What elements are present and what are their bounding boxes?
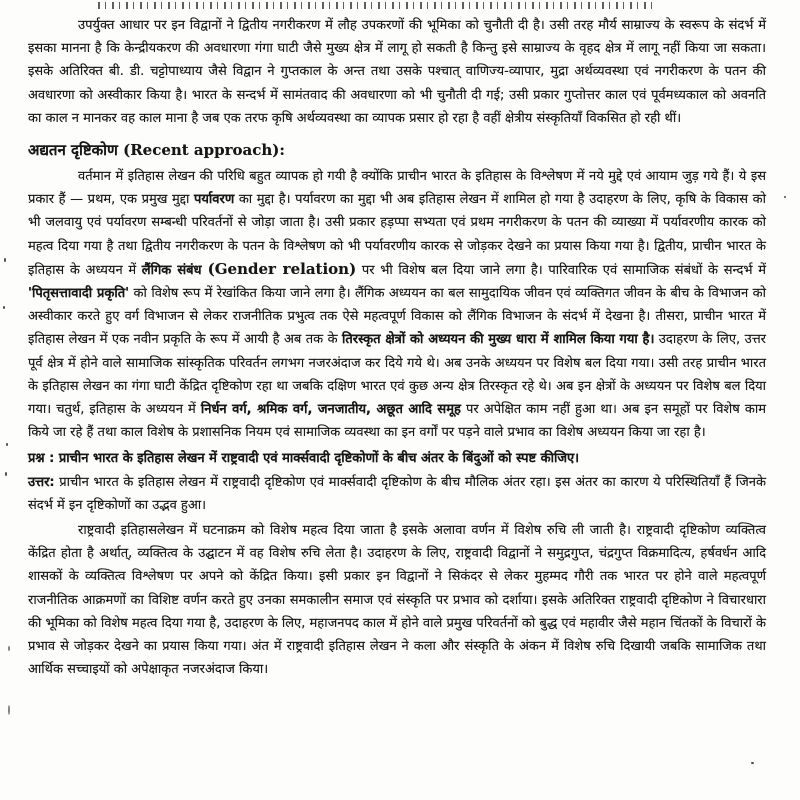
scan-speck: [751, 762, 754, 764]
answer-paragraph: [28, 471, 766, 517]
scan-speck: [3, 306, 5, 309]
text-run: पर भी विशेष बल दिया जाने लगा है। पारिवारिक एवं सामाजिक संबंधों के सन्दर्भ में: [356, 262, 767, 278]
text-run-bold-laingik-sambandh: लैंगिक संबंध: [141, 262, 208, 278]
text-run-bold-gender-relation: (Gender relation): [207, 259, 357, 278]
question-line: प्रश्न : प्राचीन भारत के इतिहास लेखन में राष्ट्रवादी एवं मार्क्सवादी दृष्टिकोणों के बीच अंतर के बिंदुओं को स्पष्ट कीजिए।: [28, 451, 580, 467]
text-run: पर अपेक्षित काम नहीं हुआ था। अब इन समूहों पर विशेष काम किये जा रहे हैं तथा काल विशेष के प्रशासनिक नियम एवं सामाजिक व्यवस्था का इन वर्गों पर पड़ने वाले प्रभाव का विशेष अध्ययन किया जा रहा है।: [28, 402, 766, 441]
paragraph-recent-approach: [28, 165, 766, 444]
text-run-bold-pitrusattavadi: 'पितृसत्तावादी प्रकृति': [28, 286, 130, 302]
text-run-bold-tiraskrit-kshetra: तिरस्कृत क्षेत्रों को अध्ययन की मुख्य धारा में शामिल किया गया है।: [341, 332, 655, 348]
answer-label: उत्तर:: [28, 474, 55, 490]
scan-speck: [4, 258, 6, 262]
section-heading-recent-approach: [28, 139, 766, 161]
scan-speck: [8, 646, 10, 651]
clipped-previous-line: [98, 2, 658, 9]
text-run: वर्तमान में इतिहास लेखन की परिधि बहुत व्यापक हो गयी है क्योंकि प्राचीन भारत के इतिहास के विश्लेषण में नये मुद्दे एवं आयाम जुड़ गये हैं। ये इस प्रकार हैं — प्रथम, एक प्रमुख मुद्दा: [28, 169, 766, 208]
answer-text: प्राचीन भारत के इतिहास लेखन में राष्ट्रवादी दृष्टिकोण एवं मार्क्सवादी दृष्टिकोण के बीच मौलिक अंतर रहा। इस अंतर का कारण ये परिस्थितियाँ हैं जिनके संदर्भ में इन दृष्टिकोणों का उद्भव हुआ।: [28, 474, 766, 513]
clipped-glyph-fragments: [98, 2, 658, 9]
paragraph-second-urbanization: उपर्युक्त आधार पर इन विद्वानों ने द्वितीय नगरीकरण में लौह उपकरणों की भूमिका को चुनौती दी है। उसी तरह मौर्य साम्राज्य के स्वरूप के संदर्भ में इसका मानना है कि केन्द्रीयकरण की अवधारणा गंगा घाटी जैसे मुख्य क्षेत्र में लागू हो सकती है किन्तु इसे साम्राज्य के वृहद क्षेत्र में लागू नहीं किया जा सकता। इसके अतिरिक्त बी. डी. चट्टोपाध्याय जैसे विद्वान ने गुप्तकाल के अन्त तथा उसके पश्चात् वाणिज्य-व्यापार, मुद्रा अर्थव्यवस्था एवं नगरीकरण के पतन की अवधारणा को अस्वीकार किया है। भारत के सन्दर्भ में सामंतवाद की अवधारणा को भी चुनौती दी गई; उसी प्रकार गुप्तोत्तर काल एवं पूर्वमध्यकाल को अवनति का काल न मानकर वह काल माना है जब एक तरफ कृषि अर्थव्यवस्था का व्यापक प्रसार हो रहा है वहीं क्षेत्रीय संस्कृतियाँ विकसित हो रही थीं।: [28, 18, 766, 126]
text-run: का मुद्दा है। पर्यावरण का मुद्दा भी अब इतिहास लेखन में शामिल हो गया है उदाहरण के लिए, कृषि के विकास को भी जलवायु एवं पर्यावरण सम्बन्धी परिवर्तनों से जोड़ा जाता है। उसी प्रकार हड़प्पा सभ्यता एवं प्रथम नगरीकरण के पतन की व्याख्या में पर्यावरणीय कारक को महत्व दिया गया है तथा द्वितीय नगरीकरण के पतन के विश्लेषण को भी पर्यावरणीय कारक से जोड़कर देखने का प्रयास किया गया है। द्वितीय, प्राचीन भारत के इतिहास के अध्ययन में: [28, 192, 766, 278]
text-run-bold-paryavaran: पर्यावरण: [194, 192, 235, 208]
heading-devanagari: अद्यतन दृष्टिकोण: [28, 141, 124, 160]
text-run: को विशेष रूप में रेखांकित किया जाने लगा है। लैंगिक अध्ययन का बल सामुदायिक जीवन एवं व्यक्तिगत जीवन के बीच के विभाजन को अस्वीकार करते हुए वर्ग विभाजन से लेकर राजनीतिक प्रभुत्व तक ऐसे महत्वपूर्ण विकास को लैंगिक विभाजन के संदर्भ में देखना है। तीसरा, प्राचीन भारत में इतिहास लेखन में एक नवीन प्रकृति के रूप में आयी है अब तक के: [28, 286, 767, 348]
scan-speck: [8, 705, 10, 715]
heading-latin: (Recent approach):: [123, 141, 285, 160]
scan-speck: [6, 443, 8, 446]
paragraph-nationalist-historiography: राष्ट्रवादी इतिहासलेखन में घटनाक्रम को विशेष महत्व दिया जाता है इसके अलावा वर्णन में विशेष रुचि ली जाती है। राष्ट्रवादी दृष्टिकोण व्यक्तित्व केंद्रित होता है अर्थात्, व्यक्तित्व के उद्घाटन में वह विशेष रुचि लेता है। उदाहरण के लिए, राष्ट्रवादी विद्वानों ने समुद्रगुप्त, चंद्रगुप्त विक्रमादित्य, हर्षवर्धन आदि शासकों के व्यक्तित्व विश्लेषण पर अपने को केंद्रित किया। इसी प्रकार इन विद्वानों ने सिकंदर से लेकर मुहम्मद गौरी तक भारत पर होने वाले महत्वपूर्ण राजनीतिक आक्रमणों का विशिष्ट वर्णन करते हुए उनका समकालीन समाज एवं संस्कृति पर प्रभाव को दर्शाया। इसके अतिरिक्त राष्ट्रवादी दृष्टिकोण ने विचारधारा की भूमिका को विशेष महत्व दिया गया है, उदाहरण के लिए, महाजनपद काल में होने वाले प्रमुख परिवर्तनों को बुद्ध एवं महावीर जैसे महान चिंतकों के विचारों के प्रभाव से जोड़कर देखने का प्रयास किया गया। अंत में राष्ट्रवादी इतिहास लेखन ने कला और संस्कृति के अंकन में विशेष रुचि दिखायी जबकि सामाजिक तथा आर्थिक सच्चाइयों को अपेक्षाकृत नजरअंदाज किया।: [28, 523, 766, 678]
text-run: उदाहरण के लिए, उत्तर पूर्व क्षेत्र में होने वाले सामाजिक सांस्कृतिक परिवर्तन लगभग नजरअंदाज कर दिये गये थे। अब उनके अध्ययन पर विशेष बल दिया गया। उसी तरह प्राचीन भारत के इतिहास लेखन का गंगा घाटी केंद्रित दृष्टिकोण रहा था जबकि दक्षिण भारत एवं कुछ अन्य क्षेत्र तिरस्कृत रहे थे। अब इन क्षेत्रों के अध्ययन पर विशेष बल दिया गया। चतुर्थ, इतिहास के अध्ययन में: [28, 332, 766, 418]
scan-speck: [5, 472, 7, 476]
text-run-bold-nirdhan-varg: निर्धन वर्ग, श्रमिक वर्ग, जनजातीय, अछूत आदि समूह: [200, 402, 461, 418]
scan-speck: [784, 196, 786, 198]
